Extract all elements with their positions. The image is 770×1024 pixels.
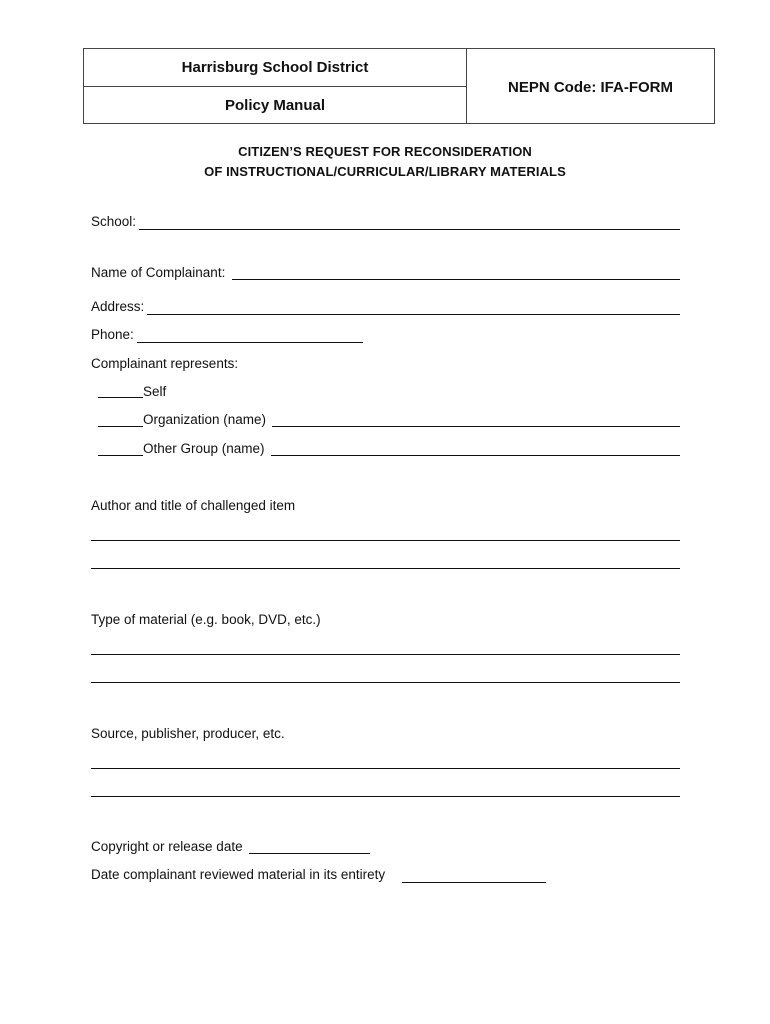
other-group-name-field[interactable] [271,455,680,456]
self-blank[interactable] [98,397,143,398]
author-title-label: Author and title of challenged item [91,498,296,513]
copyright-field[interactable] [249,853,370,854]
source-field-line-2[interactable] [91,796,680,797]
school-field[interactable] [139,229,680,230]
manual-name: Policy Manual [224,97,326,114]
source-label: Source, publisher, producer, etc. [91,726,285,741]
author-title-field-line-1[interactable] [91,540,680,541]
address-field[interactable] [147,314,680,315]
material-type-field-line-1[interactable] [91,654,680,655]
complainant-name-label: Name of Complainant: [91,265,226,280]
school-label: School: [91,214,137,229]
option-other-group-label: Other Group (name) [143,441,265,456]
district-name: Harrisburg School District [84,49,466,87]
date-reviewed-field[interactable] [402,882,546,883]
author-title-field-line-2[interactable] [91,568,680,569]
complainant-represents-label: Complainant represents: [91,356,239,371]
complainant-name-field[interactable] [232,279,680,280]
document-title-line-2: OF INSTRUCTIONAL/CURRICULAR/LIBRARY MATERIALS [204,164,566,179]
nepn-code: NEPN Code: IFA-FORM [508,78,673,96]
phone-field[interactable] [137,342,363,343]
copyright-label: Copyright or release date [91,839,243,854]
date-reviewed-label: Date complainant reviewed material in its entirety [91,867,386,882]
material-type-field-line-2[interactable] [91,682,680,683]
other-group-blank[interactable] [98,455,143,456]
organization-blank[interactable] [98,426,143,427]
option-self-label: Self [143,384,167,399]
document-title-line-1: CITIZEN’S REQUEST FOR RECONSIDERATION [238,144,532,159]
header-left-column [84,49,467,123]
option-organization-label: Organization (name) [143,412,267,427]
source-field-line-1[interactable] [91,768,680,769]
phone-label: Phone: [91,327,134,342]
material-type-label: Type of material (e.g. book, DVD, etc.) [91,612,321,627]
address-label: Address: [91,299,145,314]
organization-name-field[interactable] [272,426,680,427]
header-table [83,48,715,124]
